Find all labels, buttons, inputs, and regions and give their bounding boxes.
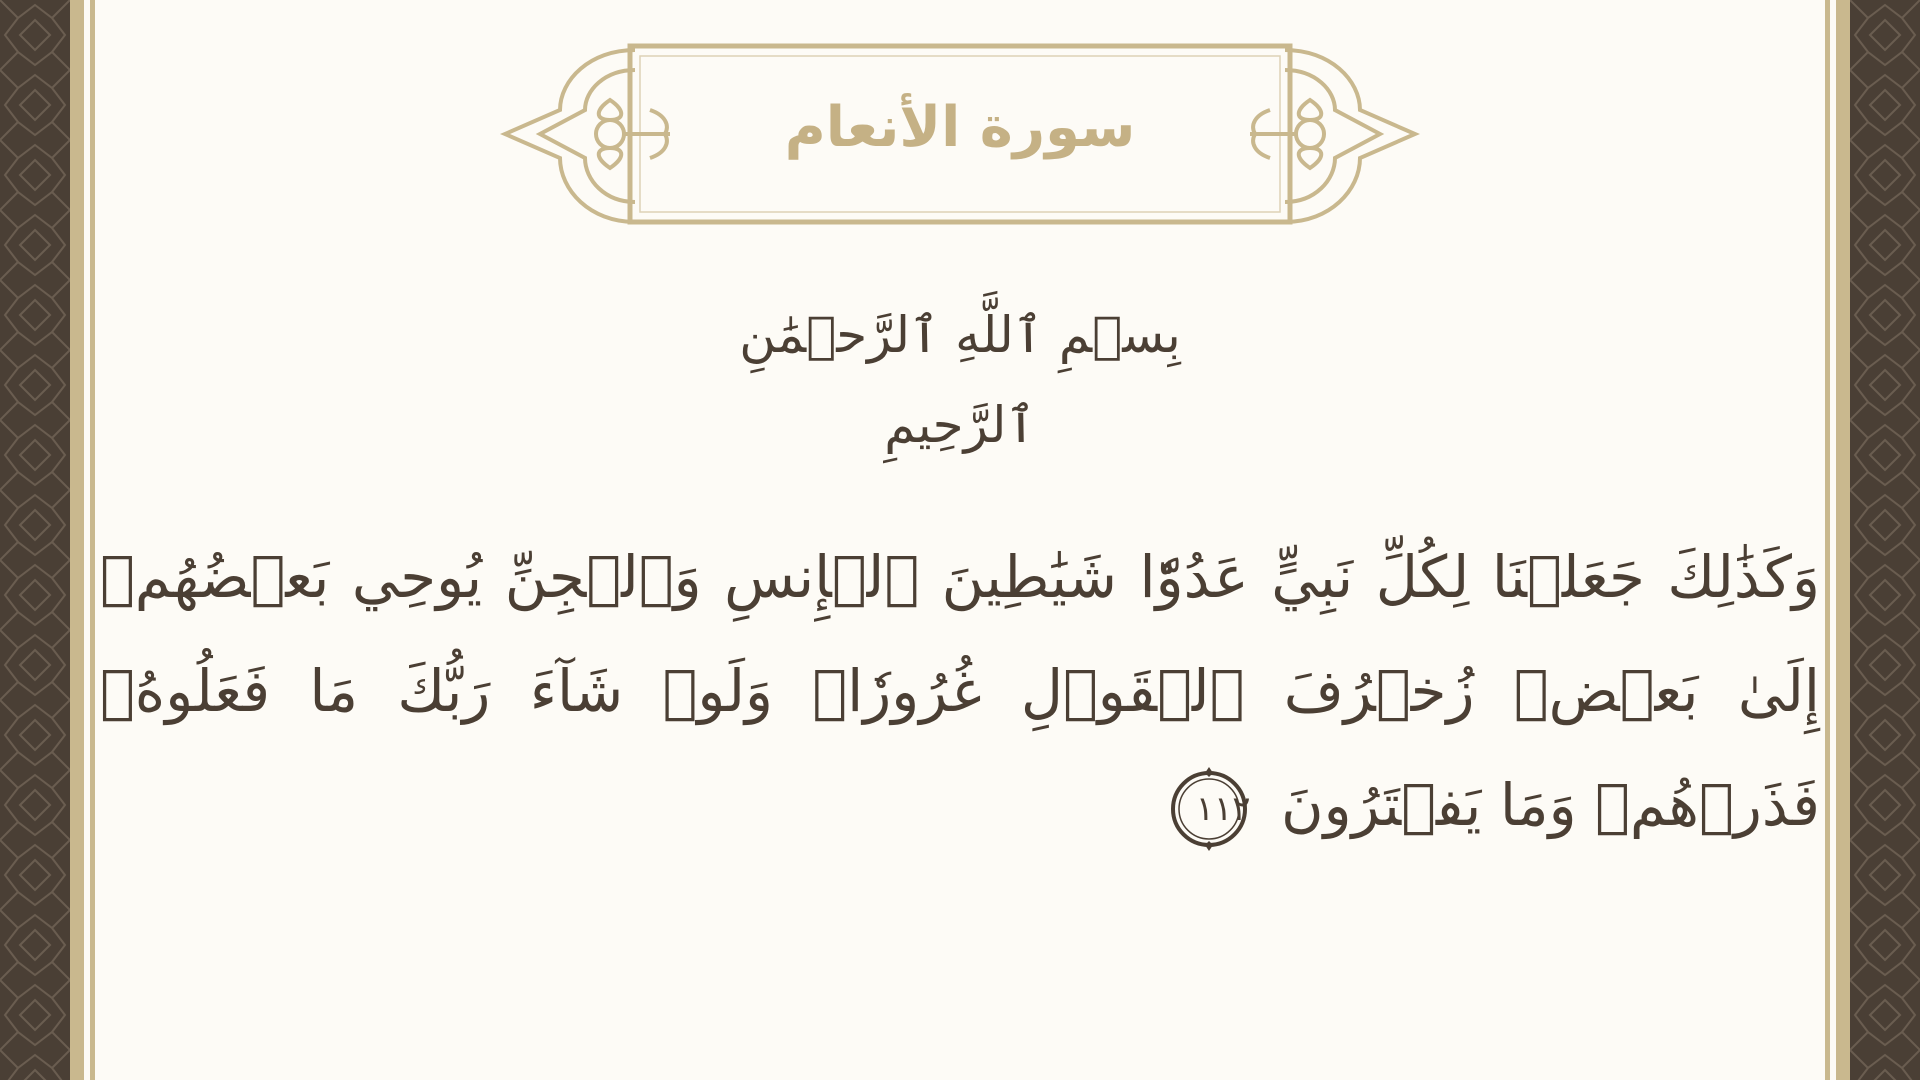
right-gold-frame-outer: [1836, 0, 1850, 1080]
right-gold-frame-inner: [1825, 0, 1830, 1080]
geometric-pattern: [0, 0, 70, 1080]
ayah-end-marker: [1167, 767, 1251, 851]
right-frame-gap: [1830, 0, 1836, 1080]
ayah-number: ١١٢: [1195, 788, 1251, 829]
right-ornamental-border: [1850, 0, 1920, 1080]
verse-text-block: [100, 520, 1820, 862]
left-gold-frame-inner: [90, 0, 95, 1080]
left-ornamental-border: [0, 0, 70, 1080]
basmala: بِسۡمِ ٱللَّهِ ٱلرَّحۡمَٰنِ ٱلرَّحِيمِ: [739, 306, 1181, 454]
left-gold-frame-outer: [70, 0, 84, 1080]
verse-text: وَكَذَٰلِكَ جَعَلۡنَا لِكُلِّ نَبِيٍّ عَدُوّٗا شَيَٰطِينَ ٱلۡإِنسِ وَٱلۡجِنِّ يُوحِي بَعۡضُهُمۡ إِلَىٰ بَعۡضٖ زُخۡرُفَ ٱلۡقَوۡلِ غُرُورٗاۚ وَلَوۡ شَآءَ رَبُّكَ مَا فَعَلُوهُۖ فَذَرۡهُمۡ وَمَا يَفۡتَرُونَ: [100, 543, 1820, 839]
surah-title: سورة الأنعام: [784, 95, 1136, 160]
geometric-pattern: [1850, 0, 1920, 1080]
